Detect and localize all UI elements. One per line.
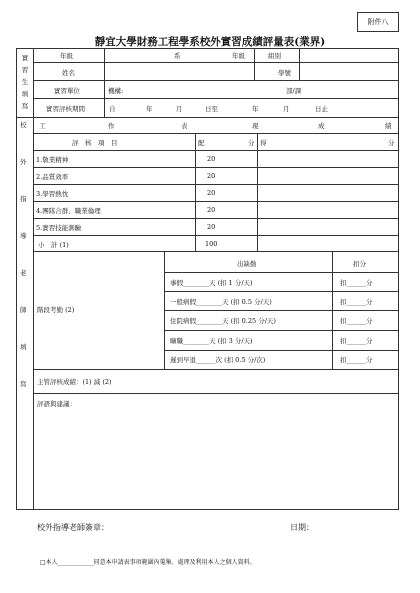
dept-section-label: 部/課 [286,87,302,95]
period-year-1: 年 [146,105,153,113]
period-day-to: 日至 [205,105,218,113]
criterion-score-field[interactable] [258,168,397,183]
period-month-1: 月 [176,105,183,113]
criterion-points: 20 [207,206,216,214]
criterion-score-field[interactable] [258,185,397,200]
criterion-points: 20 [207,223,216,231]
period-month-2: 月 [283,105,290,113]
criterion-label: 4.團隊合群、職業倫理 [36,207,101,215]
subtotal-score-field[interactable] [258,236,397,250]
page-title: 靜宜大學財務工程學系校外實習成績評量表(業界) [94,36,326,48]
period-day-end: 日止 [315,105,328,113]
signature-label: 校外指導老師簽章： [37,523,109,532]
student-id-field[interactable] [300,63,397,79]
comments-field[interactable] [34,410,397,508]
criterion-label: 5.實習技能測驗 [36,224,82,232]
comments-label: 評語與建議： [37,400,76,408]
student-side-label: 實 習 生 填 寫 [21,54,29,110]
criteria-alloc-unit: 分 [248,139,255,147]
attendance-row-text: 曠職________天 (扣 3 分/天) [170,337,253,345]
criteria-item-header: 評 核 項 目 [72,139,118,147]
consent-text[interactable]: □本人____________同意本申請表事項範圍內蒐集、處理及利用本人之個人資料。 [40,559,256,566]
subtotal-label: 小 計 (1) [38,241,69,249]
final-score-field[interactable] [160,371,397,392]
date-field[interactable] [320,518,395,534]
final-score-label: 主管評核成績：(1) 減 (2) [37,378,112,386]
signature-field[interactable] [122,518,252,534]
grade-label: 年級 [60,52,73,60]
period-from: 自 [109,105,116,113]
criterion-points: 20 [207,189,216,197]
group-label: 組別 [268,52,281,60]
period-year-2: 年 [252,105,259,113]
name-field[interactable] [105,63,253,79]
attendance-col-absence: 出缺勤 [237,260,257,268]
attendance-row-deduct: 扣______分 [340,356,373,364]
student-id-label: 學號 [278,69,291,77]
attendance-row-deduct: 扣______分 [340,298,373,306]
criteria-grade-unit: 分 [388,139,395,147]
group-field[interactable] [300,49,397,61]
date-label: 日期： [290,523,314,532]
attendance-col-deduct: 扣分 [353,260,366,268]
dept-unit: 系 [174,52,181,60]
name-label: 姓名 [62,69,75,77]
criterion-label: 3.學習熱忱 [36,190,69,198]
unit-label: 實習單位 [54,87,80,95]
criterion-points: 20 [207,172,216,180]
subtotal-points: 100 [205,240,218,248]
attendance-label: 階段考勤 (2) [37,306,75,314]
attendance-row-deduct: 扣______分 [340,337,373,345]
annex-label: 附件八 [357,12,399,32]
org-label: 機構: [108,87,124,95]
attendance-row-text: 住院病假________天 (扣 0.25 分/天) [170,317,276,325]
attendance-row-deduct: 扣______分 [340,279,373,287]
criterion-points: 20 [207,155,216,163]
criteria-grade-header: 得 [260,139,267,147]
criterion-label: 1.敬業精神 [36,156,69,164]
attendance-row-text: 一般病假________天 (扣 0.5 分/天) [170,298,272,306]
year-unit: 年級 [232,52,245,60]
attendance-row-text: 事假________天 (扣 1 分/天) [170,279,253,287]
criterion-label: 2.品質效率 [36,173,69,181]
attendance-row-text: 遲到早退______次 (扣 0.5 分/次) [170,356,266,364]
period-label: 實習評核期間 [46,105,85,113]
criterion-score-field[interactable] [258,219,397,234]
criterion-score-field[interactable] [258,202,397,217]
criterion-score-field[interactable] [258,151,397,166]
criteria-alloc-header: 配 [198,139,205,147]
attendance-row-deduct: 扣______分 [340,317,373,325]
